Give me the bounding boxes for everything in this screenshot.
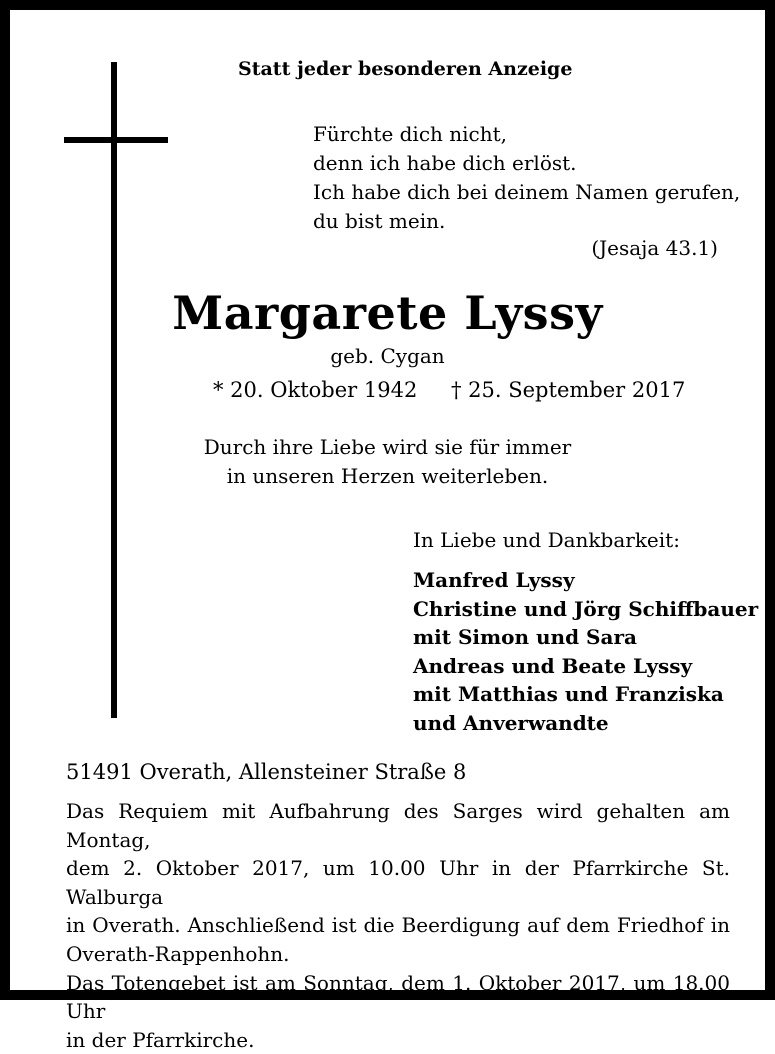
mourner-name: mit Simon und Sara [413, 625, 637, 649]
quote-line: in unseren Herzen weiterleben. [226, 464, 549, 488]
service-line: in Overath. Anschließend ist die Beerdigung auf dem Friedhof in [66, 913, 730, 938]
verse-line: du bist mein. [313, 209, 446, 233]
verse-line: Fürchte dich nicht, [313, 122, 508, 146]
birth-name: geb. Cygan [330, 344, 445, 368]
service-line: Overath-Rappenhohn. [66, 941, 290, 966]
mourners-list [413, 566, 758, 737]
mourner-name: und Anverwandte [413, 710, 609, 735]
verse-line: Ich habe dich bei deinem Namen gerufen, [313, 180, 741, 204]
service-details [66, 797, 730, 1054]
service-line: Das Requiem mit Aufbahrung des Sarges wird gehalten am Montag, [66, 799, 730, 852]
verse-reference: (Jesaja 43.1) [591, 236, 718, 260]
mourners-intro: In Liebe und Dankbarkeit: [413, 528, 680, 552]
mourner-name: Christine und Jörg Schiffbauer [413, 596, 759, 621]
verse-line: denn ich habe dich erlöst. [313, 151, 577, 175]
memorial-quote [10, 433, 765, 491]
bible-verse [313, 120, 740, 236]
mourner-name: mit Matthias und Franziska [413, 682, 724, 706]
service-line: in der Pfarrkirche. [66, 1027, 255, 1052]
service-line: dem 2. Oktober 2017, um 10.00 Uhr in der Pfarrkirche St. Walburga [66, 856, 730, 909]
death-date: † 25. September 2017 [451, 378, 686, 402]
quote-line: Durch ihre Liebe wird sie für immer [203, 435, 572, 459]
cross-icon [111, 62, 117, 718]
cross-icon-bar [64, 137, 168, 143]
birth-date: * 20. Oktober 1942 [213, 378, 418, 402]
family-address: 51491 Overath, Allensteiner Straße 8 [66, 760, 467, 784]
deceased-name: Margarete Lyssy [172, 286, 603, 340]
notice-heading: Statt jeder besonderen Anzeige [238, 58, 573, 80]
mourner-name: Manfred Lyssy [413, 568, 575, 592]
service-line: Das Totengebet ist am Sonntag, dem 1. Oktober 2017, um 18.00 Uhr [66, 970, 730, 1024]
mourner-name: Andreas und Beate Lyssy [413, 653, 693, 678]
